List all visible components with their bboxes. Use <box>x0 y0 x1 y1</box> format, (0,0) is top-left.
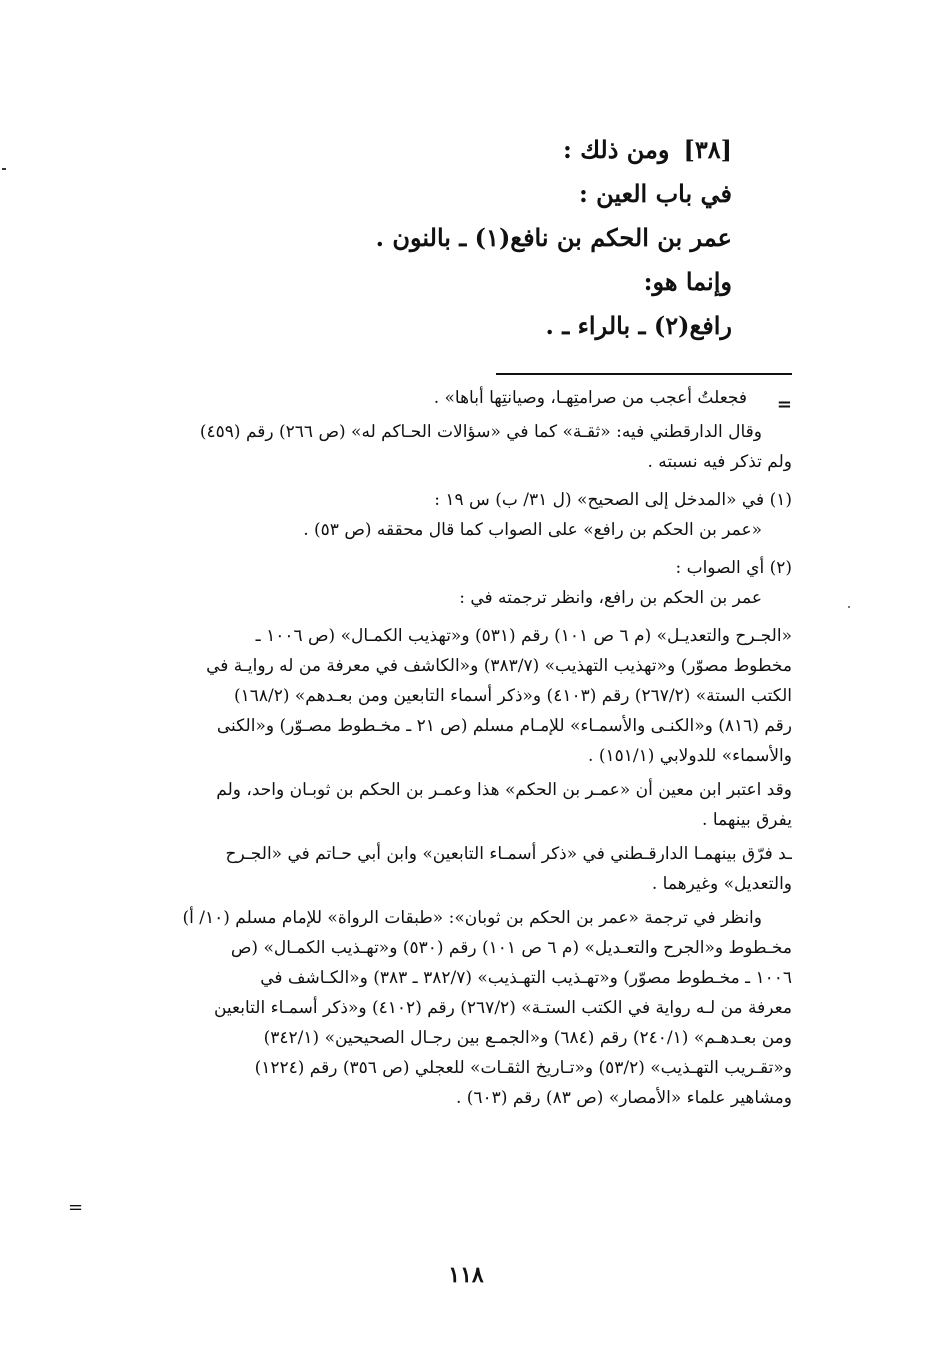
main-line-1 <box>212 128 732 172</box>
main-line-5: رافع(٢) ـ بالراء ـ . <box>545 311 732 340</box>
main-line-4: وإنما هو: <box>643 267 732 296</box>
footnote-2-para-4-line: ومشاهير علماء «الأمصار» (ص ٨٣) رقم (٦٠٣) . <box>455 1088 792 1108</box>
footnote-2-para-3-line: والتعديل» وغيرهما . <box>651 874 792 894</box>
carryover-line: فجعلتُ أعجب من صرامتِهـا، وصيانتِها أباها» . <box>433 388 747 408</box>
footnotes <box>120 383 792 1113</box>
footnote-2-para-4-line: و«تقـريب التهـذيب» (٥٣/٢) و«تـاريخ الثقـات» للعجلي (ص ٣٥٦) رقم (١٢٢٤) <box>254 1058 792 1078</box>
carryover-para-line: وقال الدارقطني فيه: «ثقـة» كما في «سؤالات الحـاكم له» (ص ٢٦٦) رقم (٤٥٩) <box>199 422 762 442</box>
entry-number: [٣٨] <box>683 135 732 164</box>
footnote-2-para-1-line: «الجـرح والتعديـل» (م ٦ ص ١٠١) رقم (٥٣١) و«تهذيب الكمـال» (ص ١٠٠٦ ـ <box>255 626 792 646</box>
continuation-marker: = <box>776 394 792 415</box>
margin-dot <box>848 606 850 608</box>
footnote-2-para-2-line: يفرق بينهما . <box>702 810 792 830</box>
footnote-2-para-3-line: ـد فرّق بينهمـا الدارقـطني في «ذكر أسمـاء التابعين» وابن أبي حـاتم في «الجـرح <box>225 844 792 864</box>
footnote-2-para-4-line: ومن بعـدهـم» (٢٤٠/١) رقم (٦٨٤) و«الجمـع بين رجـال الصحيحين» (٣٤٢/١) <box>263 1028 792 1048</box>
footnote-2-para-4-line: مخـطوط و«الجرح والتعـديل» (م ٦ ص ١٠١) رقم (٥٣٠) و«تهـذيب الكمـال» (ص <box>230 938 792 958</box>
carryover-para-line: ولم تذكر فيه نسبته . <box>647 452 792 472</box>
footnote-2-line: (٢) أي الصواب : <box>675 558 792 578</box>
margin-tick <box>2 168 6 170</box>
footnote-2-para-1-line: الكتب الستة» (٢٦٧/٢) رقم (٤١٠٣) و«ذكر أسماء التابعين ومن بعـدهم» (١٦٨/٢) <box>233 686 792 706</box>
main-text <box>212 128 732 348</box>
footnote-2-para-4-line: وانظر في ترجمة «عمر بن الحكم بن ثوبان»: «طبقات الرواة» للإمام مسلم (١٠/ أ) <box>182 908 762 928</box>
footnote-1-line: «عمر بن الحكم بن رافع» على الصواب كما قال محققه (ص ٥٣) . <box>303 520 762 540</box>
main-line-3: عمر بن الحكم بن نافع(١) ـ بالنون . <box>375 223 732 252</box>
footnote-2-line: عمر بن الحكم بن رافع، وانظر ترجمته في : <box>459 588 762 608</box>
footnote-2-para-2-line: وقد اعتبر ابن معين أن «عمـر بن الحكم» هذا وعمـر بن الحكم بن ثوبـان واحد، ولم <box>216 780 792 800</box>
main-line-2: في باب العين : <box>578 179 732 208</box>
footnote-2-para-1-line: والأسماء» للدولابي (١٥١/١) . <box>588 746 792 766</box>
footnote-2-para-1-line: مخطوط مصوّر) و«تهذيب التهذيب» (٣٨٣/٧) و«الكاشف في معرفة من له روايـة في <box>206 656 792 676</box>
footnote-2-para-4-line: معرفة من لـه رواية في الكتب الستـة» (٢٦٧/٢) رقم (٤١٠٢) و«ذكر أسمـاء التابعين <box>213 998 792 1018</box>
page-number: ١١٨ <box>448 1262 484 1288</box>
main-line-text: ومن ذلك : <box>562 135 670 164</box>
footnote-1-line: (١) في «المدخل إلى الصحيح» (ل ٣١/ ب) س ١٩ : <box>434 490 792 510</box>
continuation-end-marker: = <box>68 1197 84 1218</box>
footnote-2-para-4-line: ١٠٠٦ ـ مخـطوط مصوّر) و«تهـذيب التهـذيب» (٣٨٢/٧ ـ ٣٨٣) و«الكـاشف في <box>260 968 792 988</box>
footnote-2-para-1-line: رقم (٨١٦) و«الكنـى والأسمـاء» للإمـام مسلم (ص ٢١ ـ مخـطوط مصـوّر) و«الكنى <box>216 716 792 736</box>
footnote-separator <box>496 373 792 375</box>
